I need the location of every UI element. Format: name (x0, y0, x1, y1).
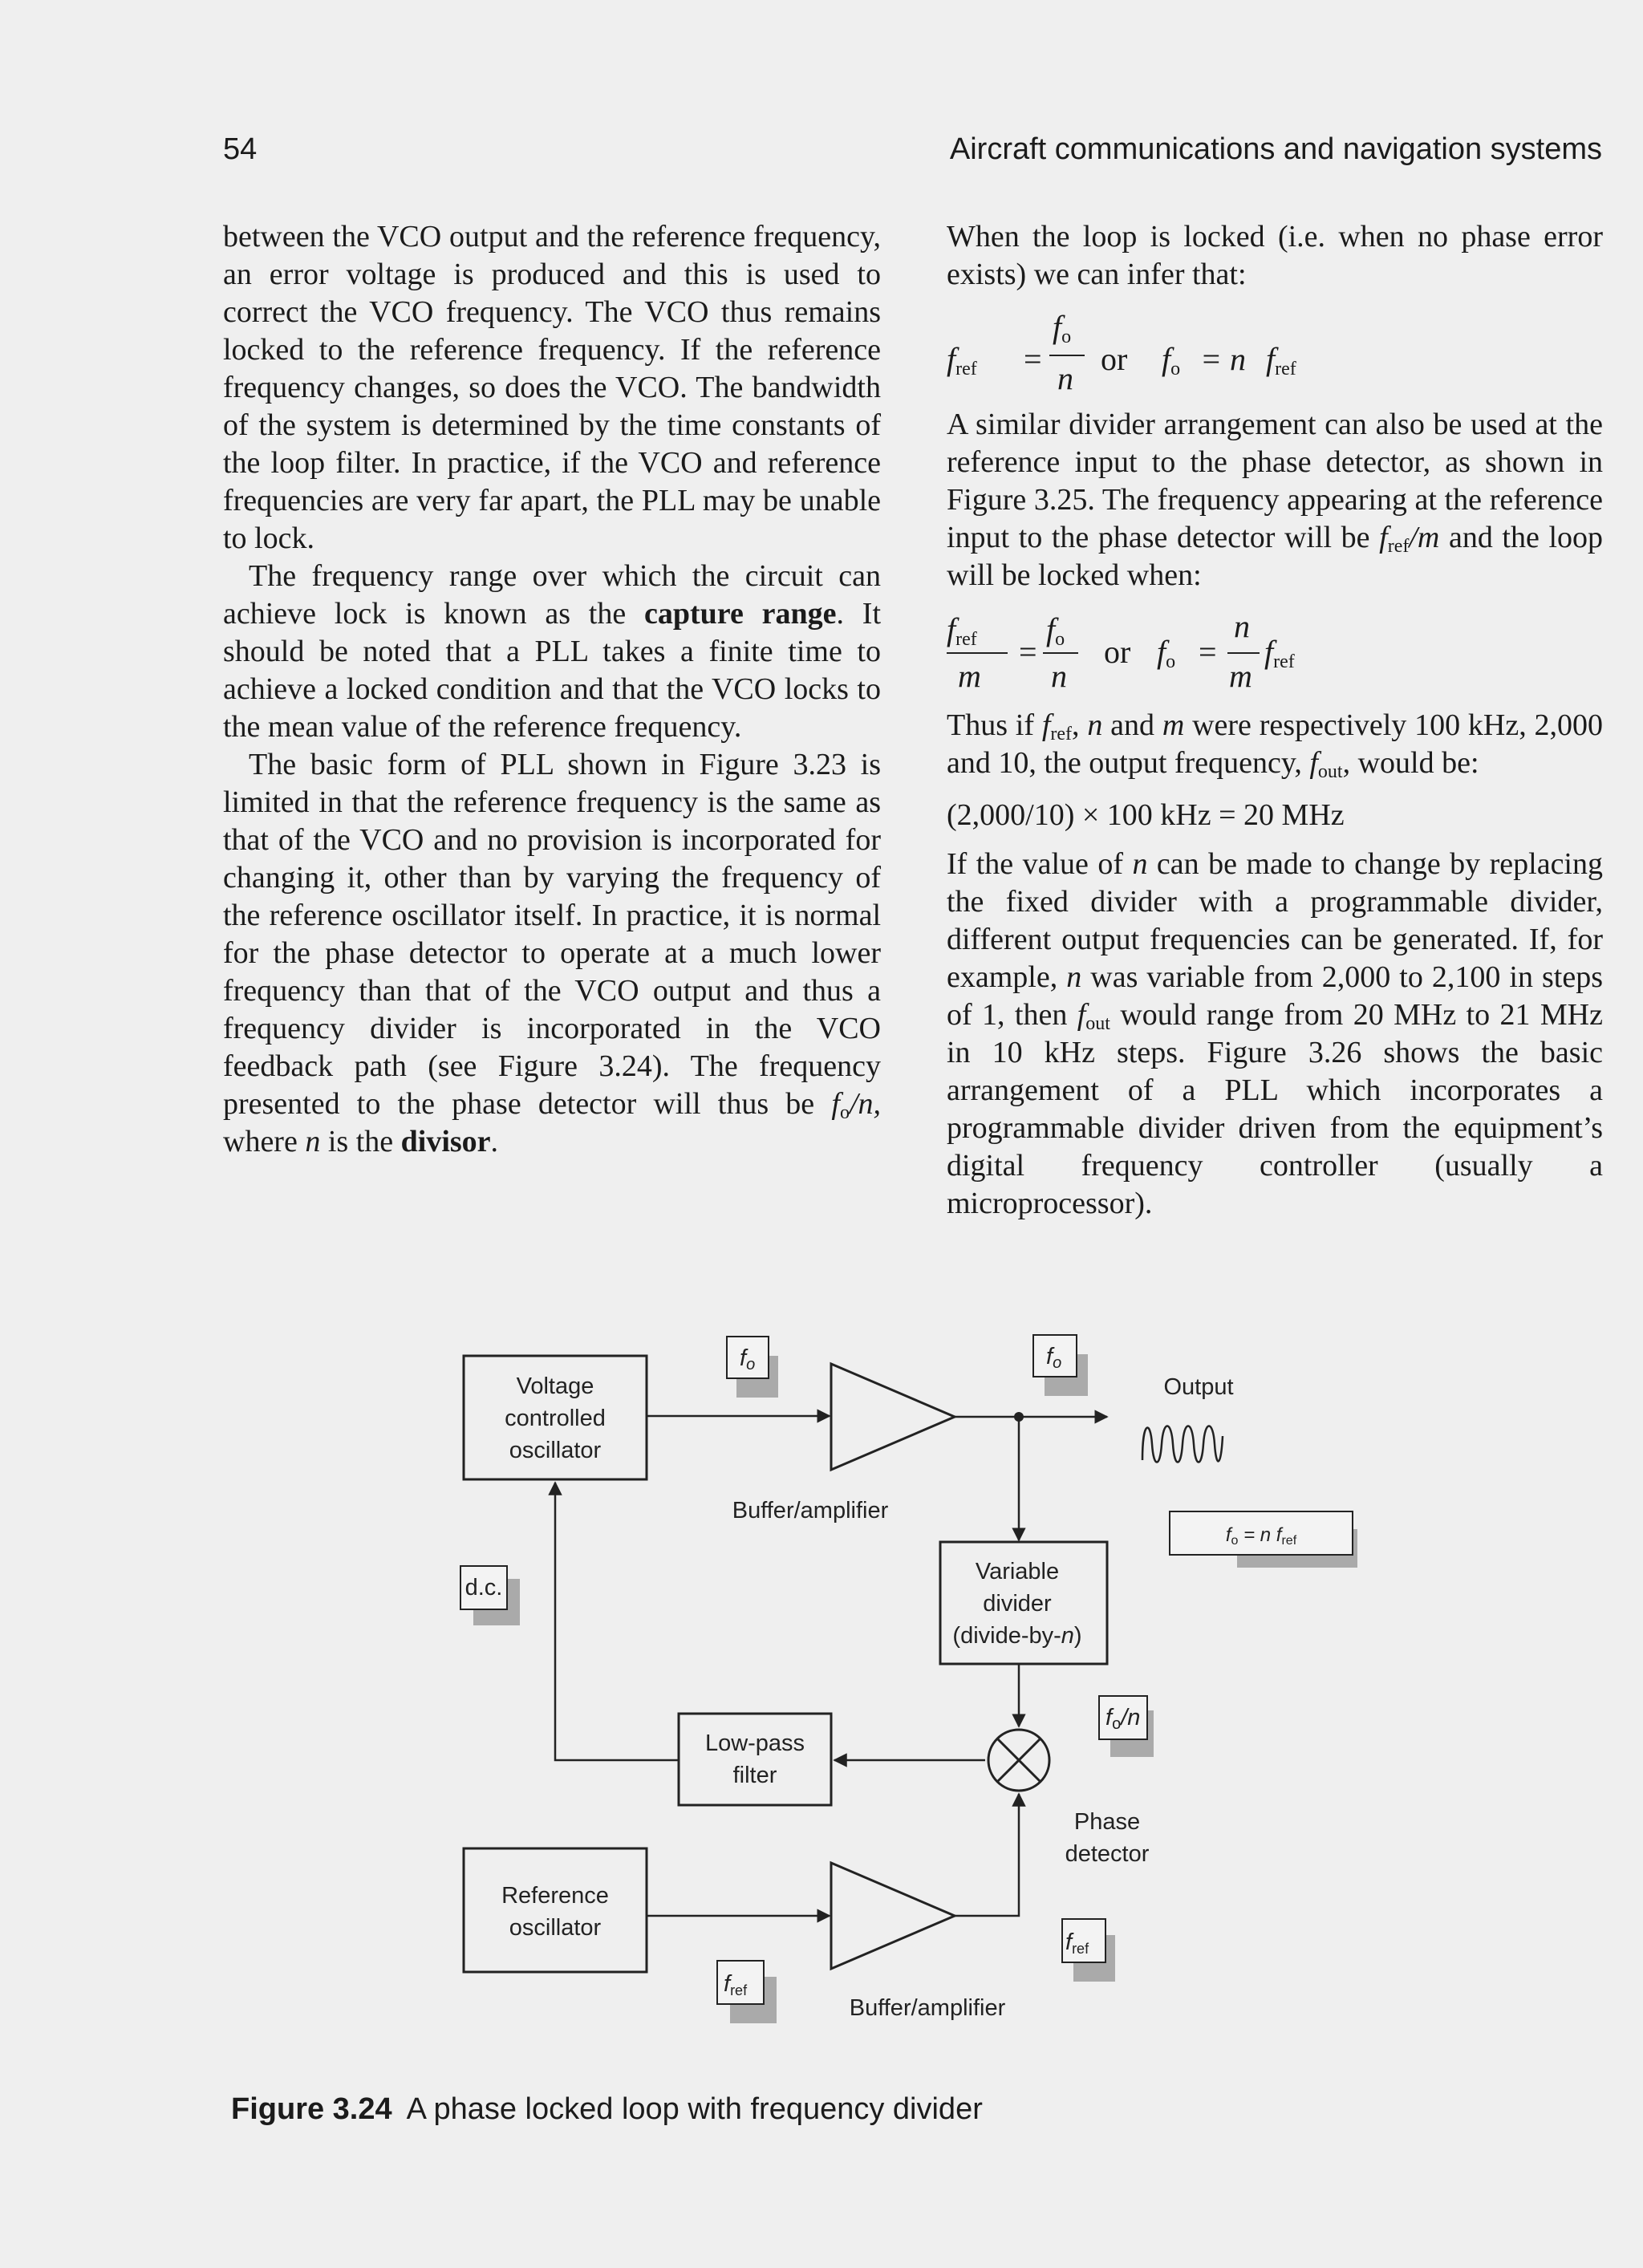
vco-label-line: controlled (505, 1406, 606, 1431)
figure-caption-text: A phase locked loop with frequency divider (406, 2092, 983, 2126)
divider-label-line: (divide-by-n) (952, 1623, 1082, 1649)
svg-text:fo = n fref: fo = n fref (1225, 1524, 1297, 1548)
subscript: ref (1387, 536, 1410, 557)
buffer-amplifier-bottom (831, 1863, 955, 1969)
tag-fref-oscillator (717, 1961, 777, 2023)
tag-fo-output (1033, 1335, 1088, 1396)
figure-number: Figure 3.24 (231, 2092, 392, 2126)
ref-osc-label-line: oscillator (509, 1915, 602, 1941)
ref-osc-label-line: Reference (501, 1883, 609, 1909)
equation-term: = n (1200, 341, 1246, 377)
left-column (223, 218, 881, 1161)
right-column (947, 218, 1603, 1223)
output-waveform-icon (1142, 1426, 1223, 1463)
divider-label-line: Variable (975, 1559, 1060, 1584)
equation-term: $f_{ref}$ (1266, 341, 1296, 379)
equation-term: $f_{ref}$ (1264, 634, 1295, 672)
text-run: is the (320, 1125, 401, 1158)
buffer-amplifier-top (831, 1364, 955, 1470)
denominator: n (1051, 658, 1067, 694)
tag-fo-over-n (1099, 1696, 1154, 1757)
calculation: (2,000/10) × 100 kHz = 20 MHz (947, 798, 1345, 832)
divider-label-line: divider (983, 1591, 1052, 1617)
running-title: Aircraft communications and navigation systems (949, 132, 1602, 166)
svg-text:fo: fo (740, 1345, 756, 1373)
lpf-label-line: Low-pass (704, 1730, 805, 1756)
numerator: $f_o$ (1046, 611, 1065, 650)
phase-detector-label: detector (1065, 1841, 1150, 1867)
buffer-label-top: Buffer/amplifier (732, 1498, 889, 1523)
phase-detector-label: Phase (1073, 1809, 1141, 1835)
tag-dc (460, 1566, 520, 1625)
symbol: f (1379, 521, 1388, 554)
reference-input-line (955, 1794, 1019, 1916)
text-run: A similar divider arrangement can also be used at the reference input to the phase detector, as shown in Figure 3.25. The frequency appearing at the reference input to the phase detector will be (947, 408, 1603, 554)
output-label: Output (1163, 1374, 1234, 1400)
vco-block (464, 1356, 647, 1479)
page-number: 54 (223, 132, 258, 166)
equals-sign: = (1024, 341, 1042, 377)
equals-sign: = (1199, 634, 1217, 670)
denominator: m (1229, 658, 1252, 694)
symbol: /m (1409, 521, 1440, 554)
equation-term: $f_o$ (1157, 634, 1176, 672)
svg-text:fref: fref (724, 1971, 748, 1998)
lpf-label-line: filter (732, 1763, 777, 1788)
figure-caption (231, 2092, 983, 2127)
denominator: m (958, 658, 981, 694)
symbol: n (305, 1125, 321, 1158)
fraction-bar (947, 652, 1008, 654)
fraction-bar (1043, 652, 1078, 654)
paragraph (947, 406, 1603, 594)
low-pass-filter-block (679, 1714, 831, 1805)
vco-label-line: Voltage (516, 1373, 594, 1399)
text-run: and the loop will be locked when: (947, 521, 1603, 592)
symbol: /n, (849, 1087, 881, 1121)
equation-or: or (1104, 634, 1131, 670)
tag-fo-vco (727, 1337, 778, 1398)
term-divisor: divisor (400, 1125, 491, 1158)
text-run: . It should be noted that a PLL takes a finite time to achieve a locked condition and that the VCO locks to the mean value of the reference frequency. (223, 597, 881, 744)
text-run: . (490, 1125, 499, 1158)
equation-or: or (1101, 341, 1128, 377)
svg-text:fo/n: fo/n (1105, 1705, 1141, 1733)
control-voltage-line (555, 1483, 679, 1760)
svg-text:fo: fo (1046, 1344, 1062, 1372)
symbol: f (831, 1087, 840, 1121)
denominator: n (1057, 360, 1073, 396)
paragraph: When the loop is locked (i.e. when no phase error exists) we can infer that: (947, 220, 1603, 291)
paragraph: Thus if $f_{ref}$, n and m were respectively 100 kHz, 2,000 and 10, the output frequency, $f_{out}$, would be: (947, 708, 1604, 782)
text-run: The frequency range over which the circuit can achieve lock is known as the (223, 559, 881, 631)
numerator: n (1234, 608, 1250, 644)
equation-term: $f_{ref}$ (947, 341, 977, 379)
numerator: $f_{ref}$ (947, 611, 977, 650)
paragraph: If the value of n can be made to change by replacing the fixed divider with a programmable divider, different output frequencies can be generated. If, for example, n was variable from 2,000 to 2,100 in steps of 1, then $f_{out}$ would range from 20 MHz to 21 MHz in 10 kHz steps. Figure 3.26 shows the basic arrangement of a PLL which incorporates a programmable divider driven from the equipment’s digital frequency controller (usually a microprocessor). (947, 847, 1604, 1220)
term-capture-range: capture range (644, 597, 837, 631)
equation-locked-divided (947, 601, 1603, 696)
paragraph: between the VCO output and the reference frequency, an error voltage is produced and this is used to correct the VCO frequency. The VCO thus remains locked to the reference frequency. If the reference frequency changes, so does the VCO. The bandwidth of the system is determined by the time constants of the loop filter. In practice, if the VCO and reference frequencies are very far apart, the PLL may be unable to lock. (223, 220, 881, 555)
svg-text:fref: fref (1065, 1929, 1089, 1957)
equation-box (1170, 1511, 1357, 1568)
text-run: where (223, 1125, 306, 1158)
fraction-bar (1227, 652, 1260, 654)
paragraph (223, 746, 881, 1161)
vco-label-line: oscillator (509, 1438, 602, 1463)
paragraph (223, 558, 881, 746)
equation-term: $f_o$ (1162, 341, 1181, 379)
fraction-bar (1049, 355, 1085, 356)
buffer-label-bottom: Buffer/amplifier (849, 1995, 1006, 2021)
variable-divider-block (940, 1542, 1107, 1664)
page-header (0, 132, 1643, 181)
equals-sign: = (1019, 634, 1037, 670)
text-run: The basic form of PLL shown in Figure 3.23 is limited in that the reference frequency is the same as that of the VCO and no provision is incorporated for changing it, other than by varying the frequency of the reference oscillator itself. In practice, it is normal for the phase detector to operate at a much lower frequency than that of the VCO output and thus a frequency divider is incorporated in the VCO feedback path (see Figure 3.24). The frequency presented to the phase detector will thus be (223, 748, 881, 1121)
phase-detector-icon (988, 1730, 1049, 1791)
svg-text:d.c.: d.c. (465, 1575, 503, 1601)
numerator: $f_o$ (1053, 309, 1072, 347)
reference-oscillator-block (464, 1848, 647, 1972)
equation-locked (947, 300, 1603, 395)
tag-fref-buffer (1062, 1919, 1115, 1982)
subscript: o (839, 1102, 850, 1123)
